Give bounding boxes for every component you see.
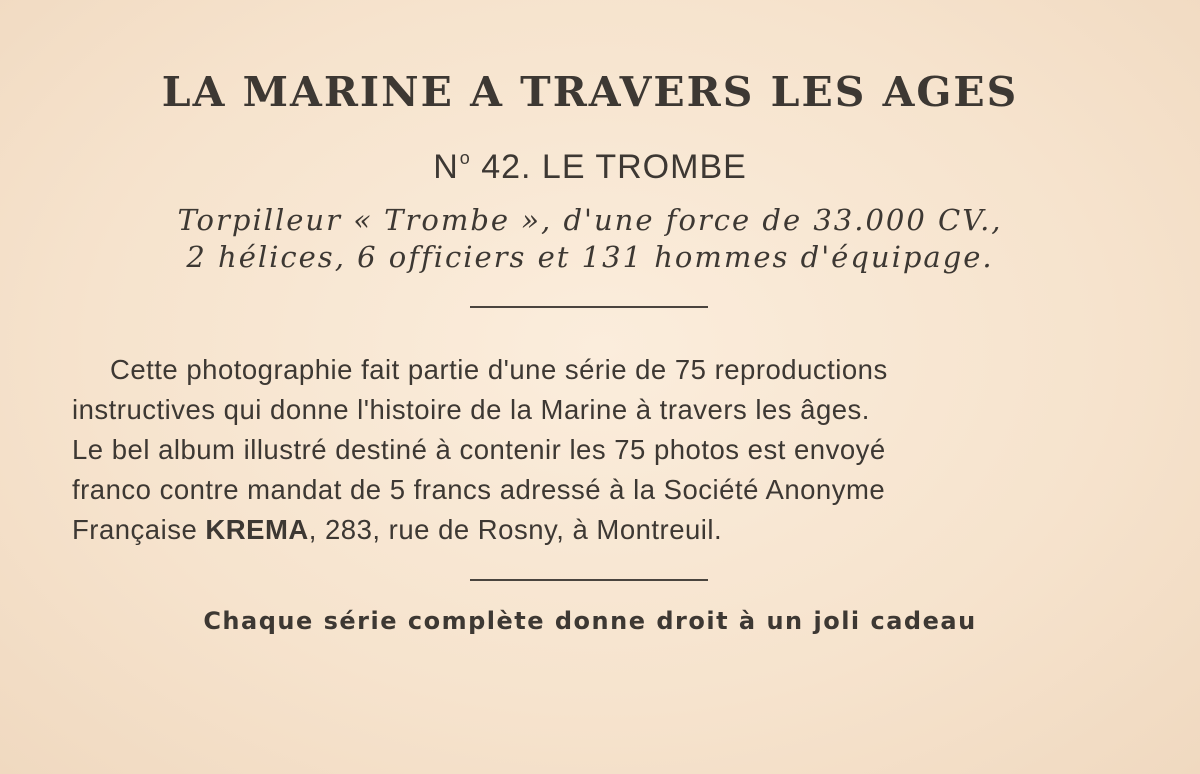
card-number-title [0, 148, 1180, 187]
paragraph-line-5 [72, 510, 1112, 550]
ship-description [0, 202, 1180, 276]
gift-notice: Chaque série complète donne droit à un joli cadeau [203, 607, 977, 635]
paragraph-line-3: Le bel album illustré destiné à contenir les 75 photos est envoyé [72, 434, 886, 465]
description-line-2: 2 hélices, 6 officiers et 131 hommes d'équipage. [186, 240, 994, 274]
paragraph-line-4: franco contre mandat de 5 francs adressé à la Société Anonyme [72, 474, 886, 505]
description-line-1: Torpilleur « Trombe », d'une force de 33.000 CV., [177, 203, 1003, 237]
line-5-end: , 283, rue de Rosny, à Montreuil. [308, 514, 723, 545]
divider-top [470, 306, 708, 308]
series-title: LA MARINE A TRAVERS LES AGES [161, 68, 1019, 116]
series-info-paragraph [72, 350, 1112, 550]
number-text: 42. LE TROMBE [481, 148, 747, 186]
line-5-start: Française [72, 514, 206, 545]
brand-name: KREMA [205, 514, 309, 545]
paragraph-line-2: instructives qui donne l'histoire de la Marine à travers les âges. [72, 394, 870, 425]
number-degree: o [459, 148, 471, 168]
number-prefix: N [433, 148, 459, 186]
paragraph-line-1: Cette photographie fait partie d'une série de 75 reproductions [110, 354, 888, 385]
divider-bottom [470, 579, 708, 581]
